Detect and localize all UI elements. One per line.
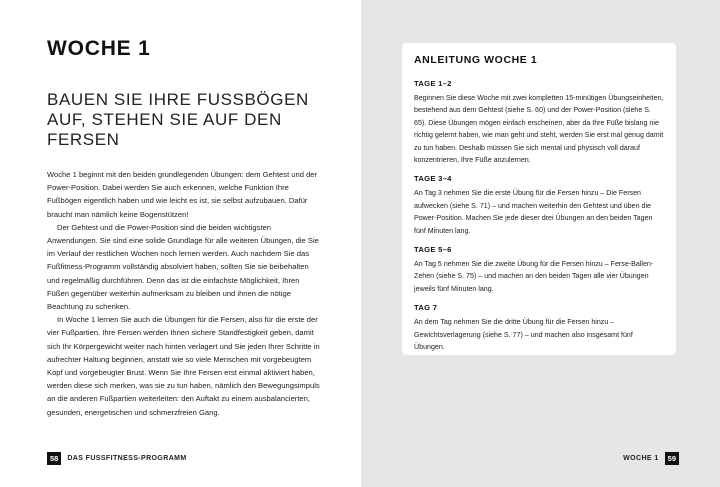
guide-box-title: ANLEITUNG WOCHE 1 — [414, 54, 538, 66]
chapter-headline: BAUEN SIE IHRE FUSSBÖGEN AUF, STEHEN SIE AUF DEN FERSEN — [47, 90, 309, 149]
body-text — [47, 168, 322, 419]
section-text: An Tag 3 nehmen Sie die erste Übung für die Fersen hinzu – Die Fersen aufwecken (siehe S. 71) – und machen weiterhin den Gehtest und üben die Power-Position. Machen Sie jede dieser drei Übungen an den beiden Tagen fünf Minuten lang. — [414, 189, 653, 235]
section-text: An Tag 5 nehmen Sie die zweite Übung für die Fersen hinzu – Ferse-Ballen-Zehen (siehe S. 75) – und machen an den beiden Tagen alle vier Übungen jeweils fünf Minuten lang. — [414, 260, 654, 293]
page-number-right: 59 — [665, 452, 679, 465]
guide-box — [402, 43, 676, 355]
section-heading: TAG 7 — [414, 303, 438, 313]
section-heading: TAGE 1–2 — [414, 79, 452, 88]
paragraph-1: Woche 1 beginnt mit den beiden grundlegenden Übungen: dem Gehtest und der Power-Position. Dabei werden Sie auch erkennen, welche Funktion Ihre Fußbögen eigentlich haben und wie leicht es ist, sie selbst aufzubauen. Dafür braucht man nämlich keine Bogenstützen! — [47, 170, 318, 219]
footer-right — [623, 452, 679, 465]
section-text: An dem Tag nehmen Sie die dritte Übung für die Fersen hinzu – Gewichtsverlagerung (siehe S. 77) – und machen also insgesamt fünf Übungen. — [414, 318, 633, 352]
page-number-left: 58 — [47, 452, 61, 465]
running-footer-left: DAS FUSSFITNESS-PROGRAMM — [67, 455, 187, 462]
section-heading: TAGE 3–4 — [414, 174, 452, 184]
running-footer-right: WOCHE 1 — [623, 455, 659, 462]
footer-left — [47, 452, 187, 465]
guide-section-days-1-2 — [414, 79, 664, 166]
paragraph-2: Der Gehtest und die Power-Position sind die beiden wichtigsten Anwendungen. Sie sind eine solide Grundlage für alle weiteren Übungen, die Sie im Verlauf der restlichen Wochen noch lernen werden. Auch nachdem Sie das Fußfitness-Programm vollständig absolviert haben, sollten Sie sie beibehalten und regelmäßig durchführen. Denn das ist die einfachste Möglichkeit, Ihren Füßen gegenüber weiterhin aufmerksam zu bleiben und ihnen die nötige Beachtung zu schenken. — [47, 222, 319, 312]
guide-section-days-5-6 — [414, 245, 664, 295]
paragraph-3: In Woche 1 lernen Sie auch die Übungen für die Fersen, also für die erste der vier Fußpartien. Ihre Fersen werden Ihnen sichere Standfestigkeit geben, damit sich Ihr Körpergewicht weiter nach hinten verlagert und Sie jeden Ihrer Schritte in aufrechter Haltung beginnen, anstatt wie so viele Menschen mit vorgebeugtem Kopf und vorgebeugter Brust. Wenn Sie Ihre Fersen erst einmal aktiviert haben, werden diese sich merken, was sie zu tun haben, nämlich den Bewegungsimpuls an die anderen Fußpartien weiterleiten: den Auftakt zu einem ausbalancierten, gesunden, energetischen und schmerzfreien Gang. — [47, 315, 320, 417]
section-heading: TAGE 5–6 — [414, 245, 452, 255]
guide-section-day-7 — [414, 303, 664, 353]
section-text: Beginnen Sie diese Woche mit zwei kompletten 15-minütigen Übungseinheiten, bestehend aus dem Gehtest (siehe S. 60) und der Power-Position (siehe S. 65). Diese Übungen mögen einfach erscheinen, aber da Ihre Füße bislang nie richtig gelernt haben, wie man geht und steht, werden Sie erst mal genug damit zu tun haben. Deshalb müssen Sie sich mental und physisch voll darauf konzentrieren, Ihre Füße anzulernen. — [414, 94, 664, 165]
guide-section-days-3-4 — [414, 174, 664, 237]
chapter-title: WOCHE 1 — [47, 37, 151, 60]
